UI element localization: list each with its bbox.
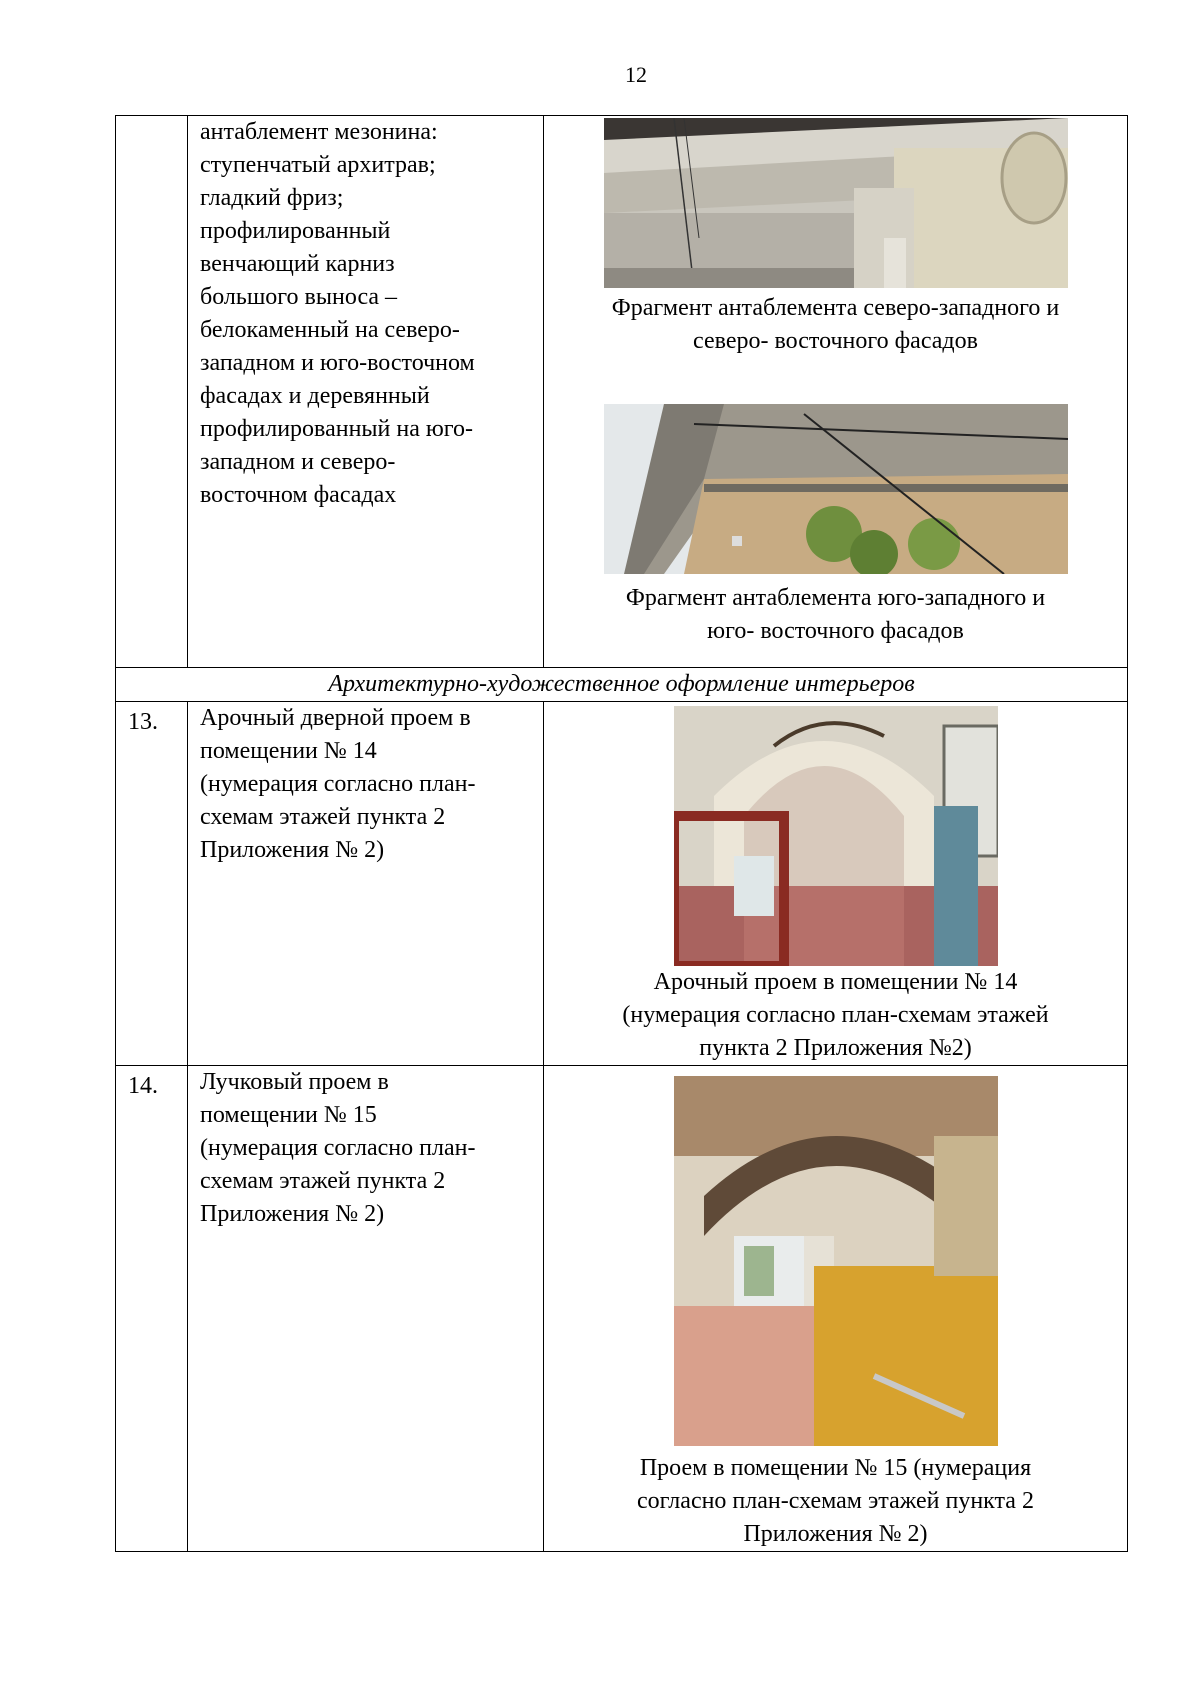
row-number xyxy=(116,116,188,668)
photo-segmental-opening-room-15 xyxy=(674,1076,998,1446)
row-photos xyxy=(544,1066,1128,1552)
photo-arched-doorway-room-14 xyxy=(674,706,998,966)
photo-caption: Фрагмент антаблемента юго-западного и юго- восточного фасадов xyxy=(625,585,1046,644)
table-row xyxy=(116,116,1128,668)
photo-caption: Арочный проем в помещении № 14 (нумерация согласно план-схемам этажей пункта 2 Приложения №2) xyxy=(622,969,1049,1061)
description-text: Лучковый проем в помещении № 15 (нумерация согласно план- схемам этажей пункта 2 Приложения № 2) xyxy=(200,1069,476,1227)
page-number: 12 xyxy=(625,62,647,87)
section-heading-row xyxy=(116,668,1128,702)
row-photos xyxy=(544,702,1128,1066)
photo-entablature-sw-se xyxy=(604,404,1068,574)
monument-elements-table xyxy=(115,115,1128,1552)
table-row xyxy=(116,702,1128,1066)
row-description xyxy=(188,1066,544,1552)
row-photos xyxy=(544,116,1128,668)
section-title: Архитектурно-художественное оформление интерьеров xyxy=(116,668,1128,702)
description-text: антаблемент мезонина: ступенчатый архитрав; гладкий фриз; профилированный венчающий карниз большого выноса – белокаменный на северо- западном и юго-восточном фасадах и деревянный профилированный на юго- западном и северо- восточном фасадах xyxy=(200,119,475,508)
row-description xyxy=(188,116,544,668)
table-row xyxy=(116,1066,1128,1552)
row-number: 13. xyxy=(116,702,188,1066)
row-number: 14. xyxy=(116,1066,188,1552)
photo-caption: Проем в помещении № 15 (нумерация согласно план-схемам этажей пункта 2 Приложения № 2) xyxy=(637,1455,1034,1547)
description-text: Арочный дверной проем в помещении № 14 (нумерация согласно план- схемам этажей пункта 2 Приложения № 2) xyxy=(200,705,476,863)
photo-caption: Фрагмент антаблемента северо-западного и северо- восточного фасадов xyxy=(611,295,1060,354)
row-description xyxy=(188,702,544,1066)
photo-entablature-nw-ne xyxy=(604,118,1068,288)
